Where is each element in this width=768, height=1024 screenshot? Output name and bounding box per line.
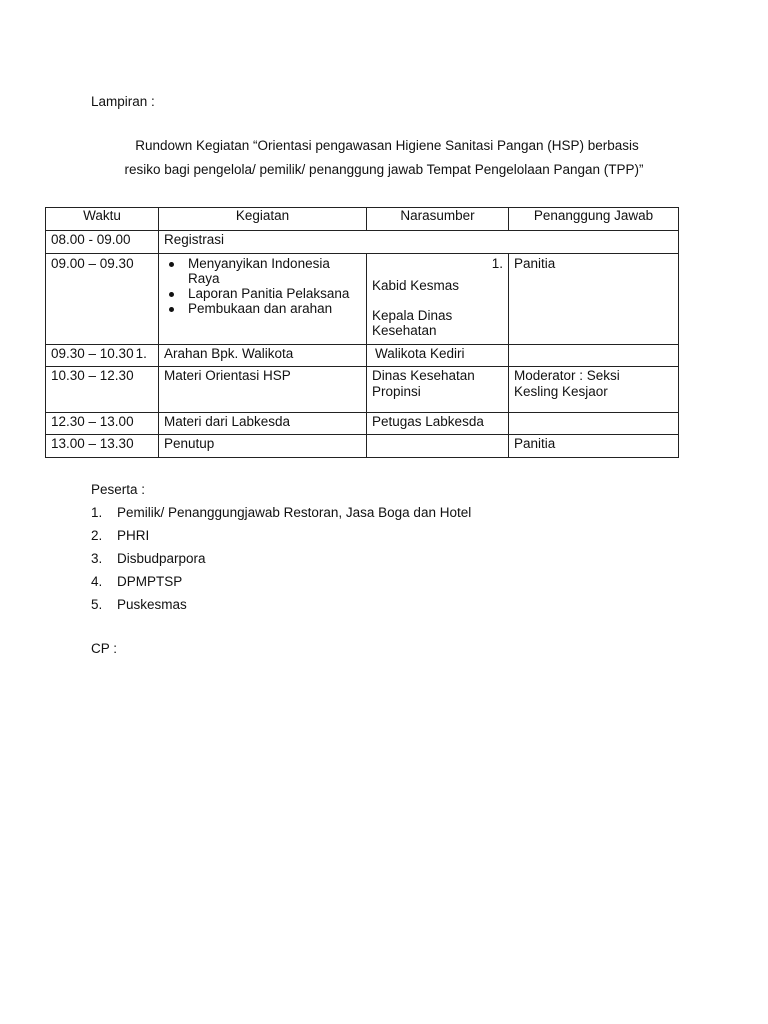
cell-waktu: 09.00 – 09.30 — [46, 254, 159, 345]
cell-waktu: 09.30 – 10.30 1. — [46, 345, 159, 367]
cell-narasumber: Petugas Labkesda — [367, 413, 509, 435]
list-item: Menyanyikan Indonesia Raya — [164, 256, 361, 286]
speaker-name: Propinsi — [372, 384, 421, 399]
list-text: DPMPTSP — [117, 574, 183, 589]
list-text: Disbudparpora — [117, 551, 206, 566]
waktu-suffix: 1. — [135, 346, 147, 361]
header-kegiatan: Kegiatan — [159, 208, 367, 231]
list-text: Pemilik/ Penanggungjawab Restoran, Jasa Boga dan Hotel — [117, 505, 472, 520]
participants-list — [91, 505, 471, 620]
cell-kegiatan: Registrasi — [159, 231, 679, 254]
cell-kegiatan: Materi Orientasi HSP — [159, 367, 367, 413]
cell-kegiatan: Materi dari Labkesda — [159, 413, 367, 435]
table-row — [46, 367, 679, 413]
list-number: 3. — [91, 551, 103, 566]
cell-penanggung-jawab: Panitia — [509, 435, 679, 458]
cell-kegiatan: Arahan Bpk. Walikota — [159, 345, 367, 367]
cell-narasumber — [367, 435, 509, 458]
cell-penanggung-jawab — [509, 345, 679, 367]
list-item: Pembukaan dan arahan — [164, 301, 361, 316]
list-number: 4. — [91, 574, 103, 589]
header-waktu: Waktu — [46, 208, 159, 231]
cell-waktu: 08.00 - 09.00 — [46, 231, 159, 254]
document-title-line-2: resiko bagi pengelola/ pemilik/ penanggung jawab Tempat Pengelolaan Pangan (TPP)” — [124, 162, 644, 177]
speaker-name: Dinas Kesehatan — [372, 368, 475, 383]
cell-narasumber: Walikota Kediri — [367, 345, 509, 367]
table-row — [46, 254, 679, 345]
list-item — [91, 505, 471, 528]
speaker-name: Kabid Kesmas — [372, 278, 460, 293]
list-item: Laporan Panitia Pelaksana — [164, 286, 361, 301]
cell-waktu: 10.30 – 12.30 — [46, 367, 159, 413]
list-text: Puskesmas — [117, 597, 187, 612]
header-narasumber: Narasumber — [367, 208, 509, 231]
table-row — [46, 345, 679, 367]
list-item — [91, 528, 471, 551]
speaker-name: Kepala Dinas Kesehatan — [372, 308, 453, 338]
pj-line: Moderator : Seksi — [514, 368, 620, 383]
table-header-row — [46, 208, 679, 231]
pj-line: Kesling Kesjaor — [514, 384, 608, 399]
list-number: 5. — [91, 597, 103, 612]
document-title-line-1: Rundown Kegiatan “Orientasi pengawasan Higiene Sanitasi Pangan (HSP) berbasis — [135, 138, 639, 153]
attachment-label: Lampiran : — [91, 94, 155, 109]
table-row — [46, 231, 679, 254]
table-row — [46, 435, 679, 458]
rundown-table — [45, 207, 679, 458]
cell-kegiatan — [159, 254, 367, 345]
cell-penanggung-jawab: Panitia — [509, 254, 679, 345]
table-row — [46, 413, 679, 435]
contact-person-label: CP : — [91, 641, 118, 656]
cell-waktu: 13.00 – 13.30 — [46, 435, 159, 458]
list-item — [91, 551, 471, 574]
cell-kegiatan: Penutup — [159, 435, 367, 458]
list-number: 2. — [91, 528, 103, 543]
list-number: 1. — [91, 505, 103, 520]
header-penanggung-jawab: Penanggung Jawab — [509, 208, 679, 231]
activity-list — [164, 256, 361, 316]
participants-label: Peserta : — [91, 482, 146, 497]
cell-narasumber — [367, 254, 509, 345]
list-item — [91, 597, 471, 620]
list-text: PHRI — [117, 528, 150, 543]
cell-narasumber — [367, 367, 509, 413]
cell-waktu: 12.30 – 13.00 — [46, 413, 159, 435]
list-item — [91, 574, 471, 597]
cell-penanggung-jawab — [509, 413, 679, 435]
speaker-number: 1. — [491, 256, 503, 271]
cell-penanggung-jawab — [509, 367, 679, 413]
